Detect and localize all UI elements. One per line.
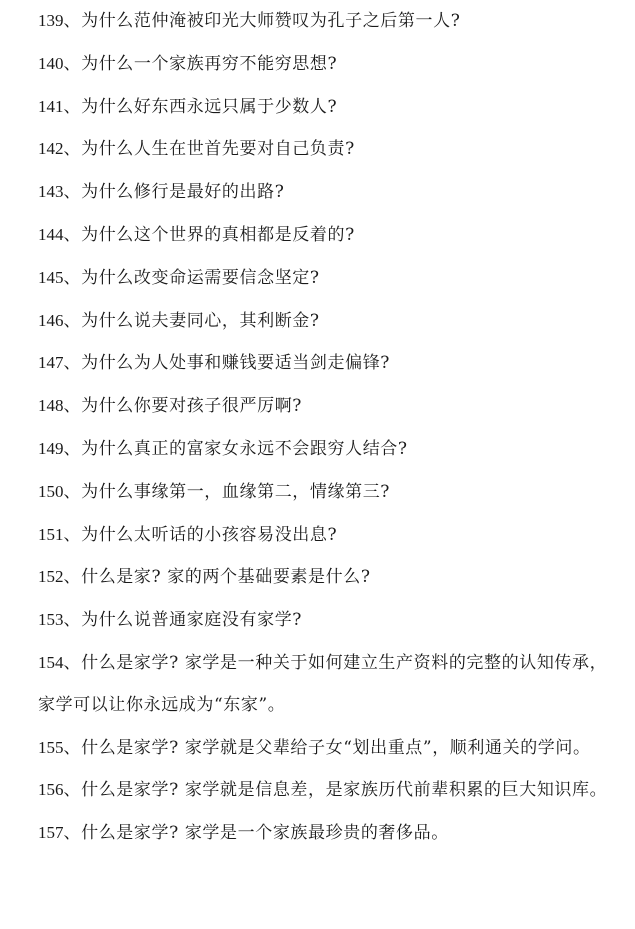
item-text: 、为什么改变命运需要信念坚定?	[63, 267, 320, 288]
item-text: 、什么是家学? 家学是一种关于如何建立生产资料的完整的认知传承，家学可以让你永远成为“东家”。	[38, 652, 608, 715]
item-number: 152	[38, 567, 64, 587]
item-number: 153	[38, 610, 64, 630]
item-text: 、为什么你要对孩子很严厉啊?	[63, 396, 303, 417]
list-item	[38, 385, 608, 428]
list-item	[38, 556, 608, 599]
item-text: 、为什么好东西永远只属于少数人?	[63, 96, 338, 117]
list-item	[38, 812, 608, 855]
list-item	[38, 257, 608, 300]
list-item	[38, 171, 608, 214]
item-text: 、为什么一个家族再穷不能穷思想?	[63, 53, 338, 74]
item-text: 、为什么说普通家庭没有家学?	[63, 610, 303, 631]
item-text: 、什么是家? 家的两个基础要素是什么?	[63, 567, 371, 588]
list-item	[38, 471, 608, 514]
item-text: 、为什么说夫妻同心，其利断金?	[63, 310, 320, 331]
list-item	[38, 128, 608, 171]
item-number: 139	[38, 11, 64, 30]
list-item	[38, 428, 608, 471]
item-text: 、什么是家学? 家学就是信息差，是家族历代前辈积累的巨大知识库。	[63, 780, 608, 801]
item-text: 、为什么真正的富家女永远不会跟穷人结合?	[63, 438, 408, 459]
list-item	[38, 43, 608, 86]
item-number: 144	[38, 224, 64, 244]
item-number: 154	[38, 652, 64, 672]
item-number: 150	[38, 481, 64, 501]
list-item	[38, 642, 608, 727]
item-text: 、为什么这个世界的真相都是反着的?	[63, 224, 355, 245]
list-item	[38, 342, 608, 385]
item-number: 147	[38, 353, 64, 373]
item-text: 、为什么事缘第一，血缘第二，情缘第三?	[63, 481, 391, 502]
item-text: 、什么是家学? 家学是一个家族最珍贵的奢侈品。	[63, 823, 449, 844]
item-text: 、为什么范仲淹被印光大师赞叹为孔子之后第一人?	[63, 11, 461, 31]
list-item	[38, 769, 608, 812]
item-number: 149	[38, 438, 64, 458]
item-number: 146	[38, 310, 64, 330]
list-item	[38, 300, 608, 343]
list-item	[38, 86, 608, 129]
item-text: 、为什么修行是最好的出路?	[63, 182, 285, 203]
list-item	[38, 0, 608, 43]
list-item	[38, 599, 608, 642]
document-body	[38, 0, 608, 855]
item-number: 145	[38, 267, 64, 287]
item-number: 142	[38, 139, 64, 159]
list-item	[38, 727, 608, 770]
item-number: 141	[38, 96, 64, 116]
item-number: 151	[38, 524, 64, 544]
item-text: 、为什么人生在世首先要对自己负责?	[63, 139, 355, 160]
item-text: 、什么是家学? 家学就是父辈给子女“划出重点”，顺利通关的学问。	[63, 737, 591, 758]
item-text: 、为什么太听话的小孩容易没出息?	[63, 524, 338, 545]
item-number: 148	[38, 396, 64, 416]
item-number: 157	[38, 823, 64, 843]
item-number: 156	[38, 780, 64, 800]
list-item	[38, 214, 608, 257]
item-number: 155	[38, 737, 64, 757]
list-item	[38, 514, 608, 557]
item-number: 143	[38, 182, 64, 202]
item-text: 、为什么为人处事和赚钱要适当剑走偏锋?	[63, 353, 391, 374]
item-number: 140	[38, 53, 64, 73]
